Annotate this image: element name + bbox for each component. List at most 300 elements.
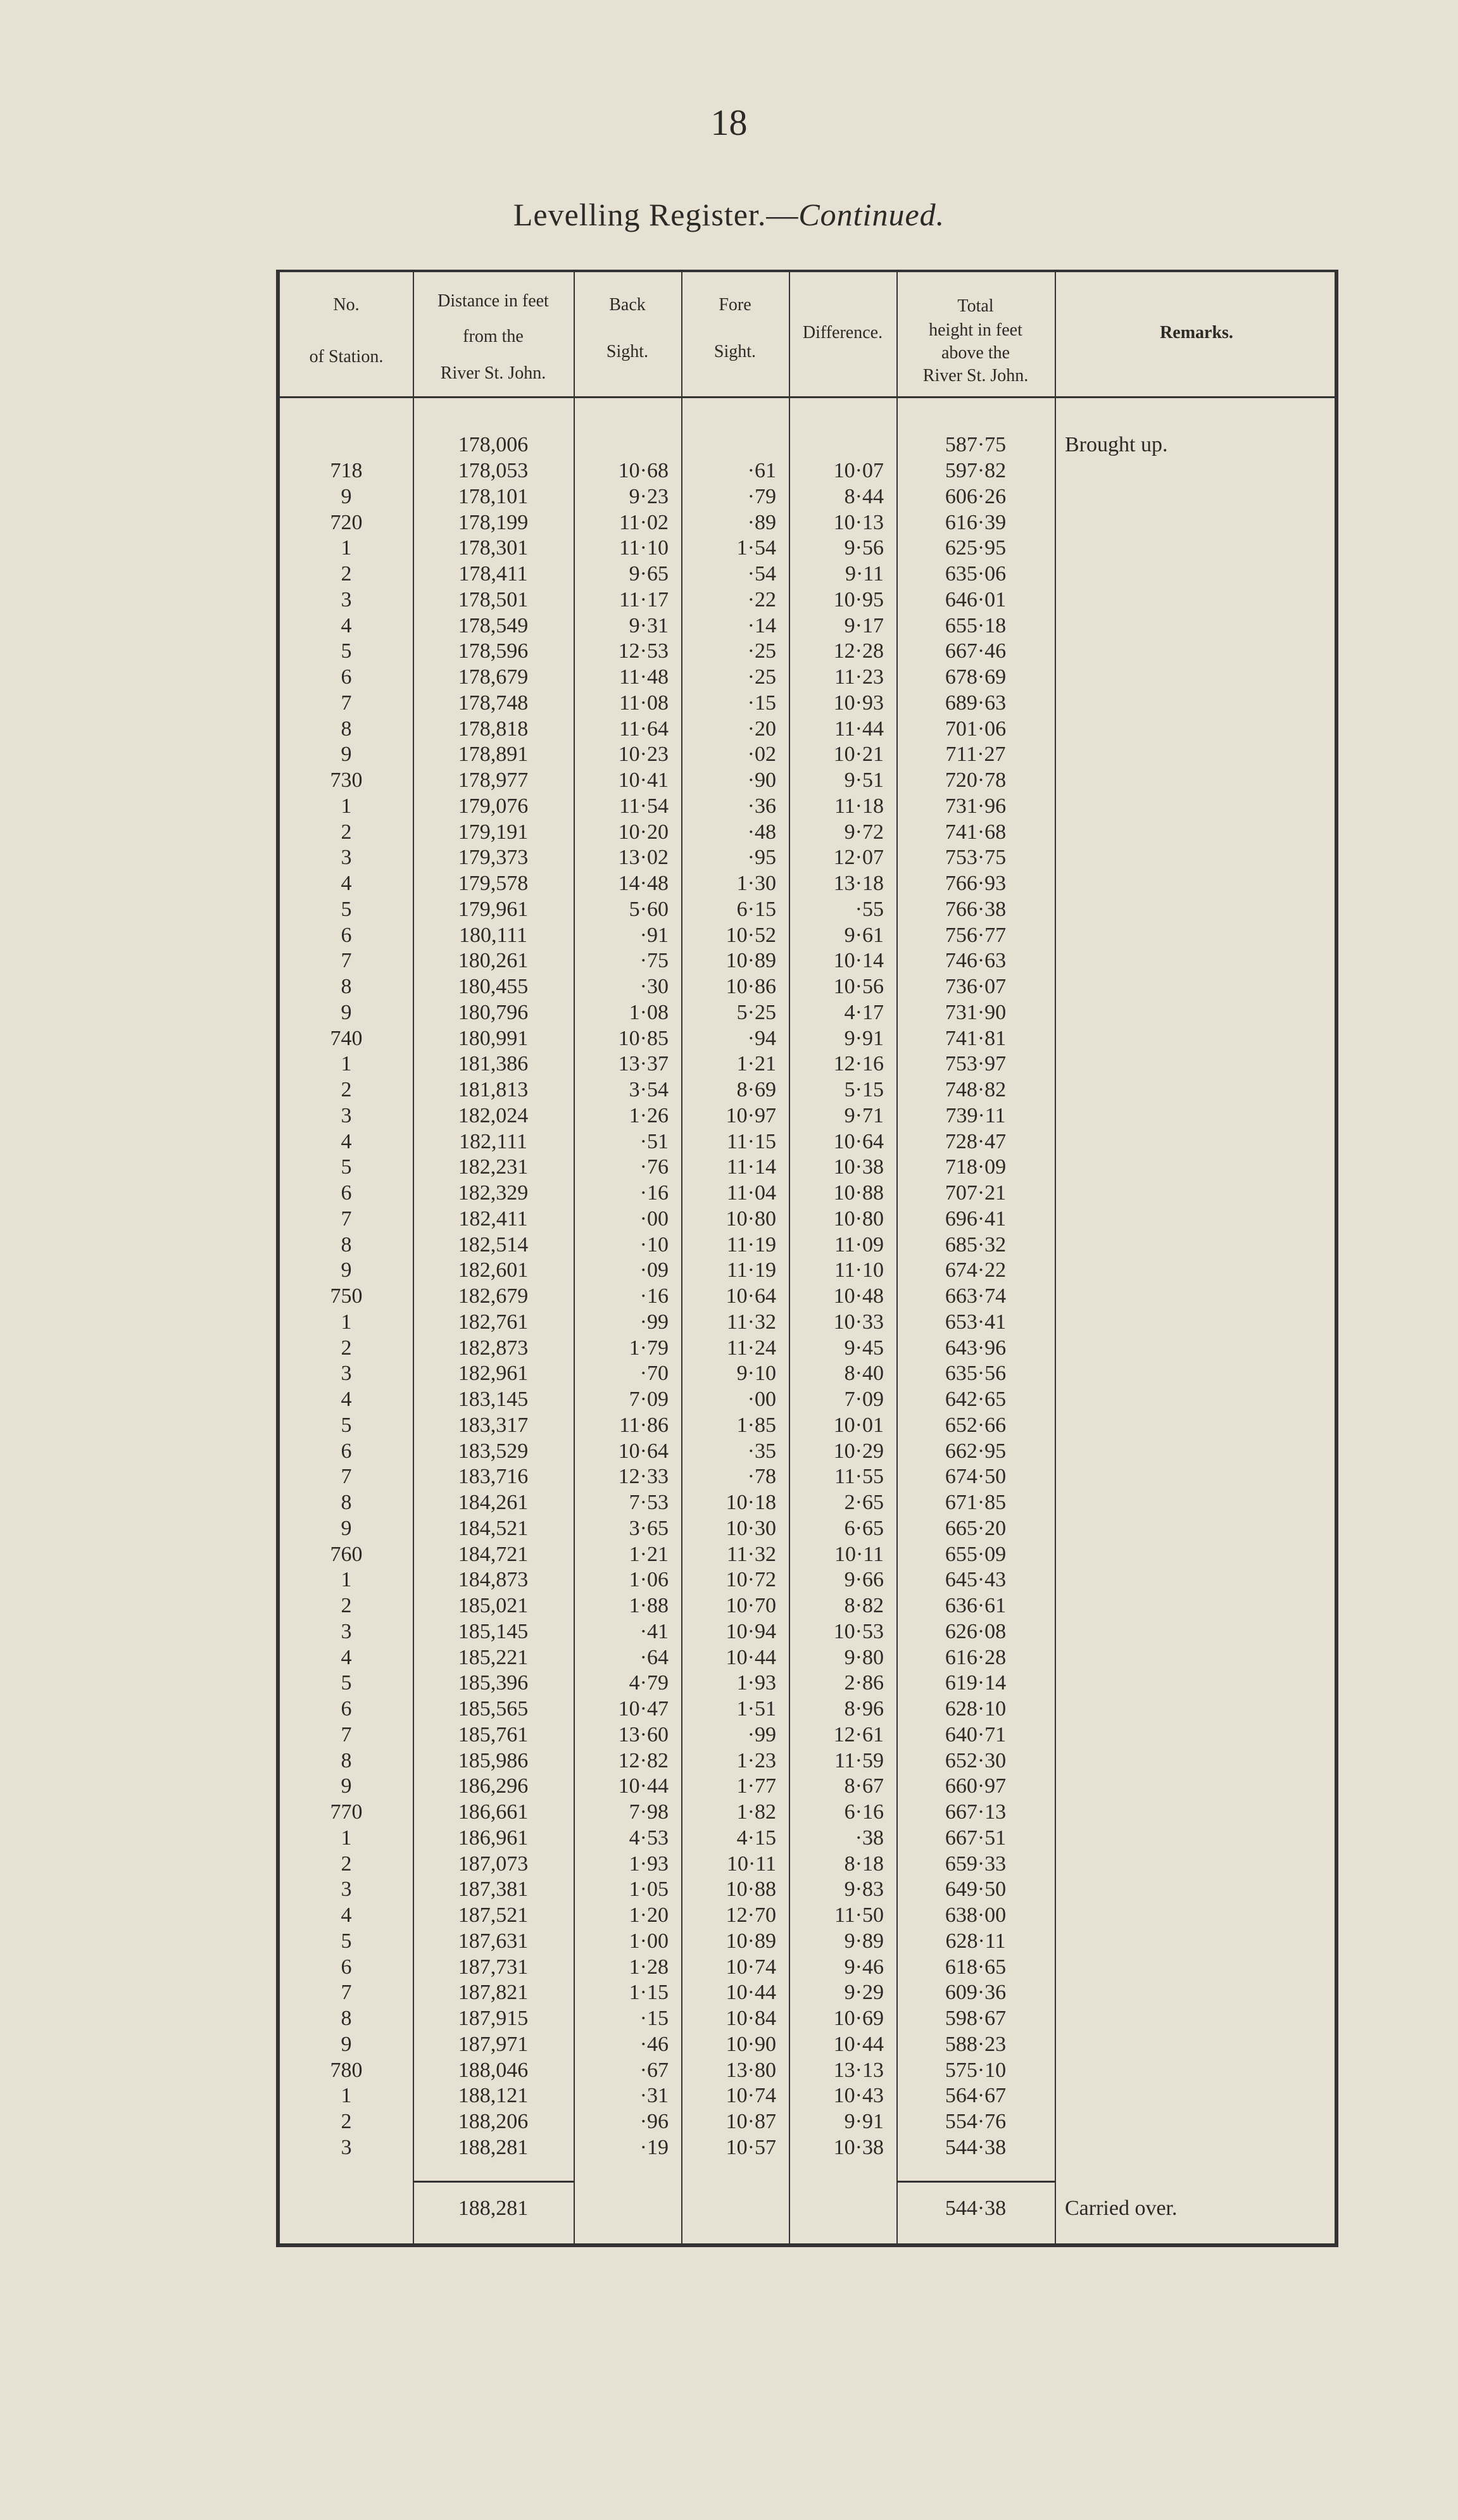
station-number: 3	[341, 1103, 352, 1127]
distance-cell: 184,873	[458, 1568, 529, 1592]
station-number: 5	[341, 1929, 352, 1953]
distance-cell: 183,529	[458, 1439, 529, 1463]
difference-cell-value: 11·18	[834, 794, 884, 818]
back-sight-cell-value: ·16	[639, 1181, 669, 1205]
table-row	[280, 1257, 1335, 1283]
difference-cell-value: 10·38	[833, 1155, 884, 1179]
total-height-cell: 588·23	[945, 2032, 1007, 2056]
header-total-line1: Total	[957, 296, 994, 316]
fore-sight-cell	[681, 1335, 789, 1361]
table-row	[280, 767, 1335, 793]
back-sight-cell-value: 14·48	[618, 872, 669, 895]
table-row	[280, 1902, 1335, 1928]
station-number: 3	[341, 1362, 352, 1386]
header-distance-line3: River St. John.	[440, 363, 546, 383]
distance-cell: 182,231	[458, 1155, 529, 1179]
fore-sight-cell	[681, 1954, 789, 1980]
back-sight-cell-value: 11·48	[619, 665, 669, 689]
fore-sight-cell	[681, 1051, 789, 1077]
total-height-cell: 674·50	[945, 1465, 1007, 1489]
difference-cell	[789, 1283, 896, 1309]
fore-sight-cell	[681, 741, 789, 767]
distance-cell: 187,521	[458, 1903, 529, 1927]
fore-sight-cell-value: 1·30	[736, 872, 776, 895]
back-sight-cell	[574, 638, 681, 664]
difference-cell-value: 9·29	[844, 1981, 884, 2005]
station-number: 5	[341, 1155, 352, 1179]
back-sight-cell	[574, 690, 681, 716]
fore-sight-cell-value: 10·44	[726, 1645, 776, 1669]
back-sight-cell	[574, 1386, 681, 1412]
station-number: 1	[341, 1310, 352, 1334]
fore-sight-cell-value: ·25	[747, 639, 776, 663]
table-row	[280, 1645, 1335, 1671]
header-remarks-line1: Remarks.	[1160, 323, 1233, 342]
total-height-cell: 753·97	[945, 1052, 1007, 1076]
difference-cell-value: ·38	[855, 1826, 884, 1850]
fore-sight-cell-value: ·89	[747, 510, 776, 534]
total-height-cell: 618·65	[945, 1955, 1007, 1979]
back-sight-cell-value: 1·06	[629, 1568, 669, 1592]
distance-cell: 185,021	[458, 1594, 529, 1617]
fore-sight-cell	[681, 1928, 789, 1954]
total-height-cell: 628·10	[945, 1697, 1007, 1721]
distance-cell: 178,501	[458, 587, 529, 611]
fore-sight-cell	[681, 1722, 789, 1748]
fore-sight-cell	[681, 1876, 789, 1902]
difference-cell	[789, 1696, 896, 1722]
difference-cell	[789, 896, 896, 922]
station-number: 9	[341, 484, 352, 508]
difference-cell-value: 10·07	[833, 459, 884, 482]
table-row	[280, 1438, 1335, 1464]
fore-sight-cell	[681, 1000, 789, 1025]
back-sight-cell	[574, 1335, 681, 1361]
table-row	[280, 1464, 1335, 1489]
header-difference-line1: Difference.	[802, 323, 883, 342]
difference-cell-value: 11·44	[834, 717, 884, 741]
difference-cell	[789, 535, 896, 561]
difference-cell	[789, 2134, 896, 2160]
fore-sight-cell-value: 10·30	[726, 1516, 776, 1540]
distance-cell: 179,076	[458, 794, 529, 818]
back-sight-cell	[574, 458, 681, 484]
back-sight-cell-value: 3·54	[629, 1078, 669, 1101]
fore-sight-cell	[681, 2031, 789, 2057]
table-row	[280, 1206, 1335, 1232]
station-number: 8	[341, 717, 352, 741]
difference-cell-value: 9·56	[844, 536, 884, 560]
header-difference	[789, 272, 896, 399]
total-height-cell: 653·41	[945, 1310, 1007, 1334]
back-sight-cell-value: 7·53	[629, 1491, 669, 1514]
back-sight-cell-value: 1·88	[629, 1594, 669, 1617]
station-number: 720	[330, 510, 363, 534]
fore-sight-cell-value: 11·24	[726, 1336, 776, 1360]
difference-cell	[789, 2083, 896, 2109]
fore-sight-cell	[681, 2083, 789, 2109]
station-number: 5	[341, 897, 352, 921]
difference-cell-value: 10·53	[833, 1619, 884, 1643]
back-sight-cell	[574, 922, 681, 948]
total-rule	[413, 2181, 574, 2183]
difference-cell	[789, 690, 896, 716]
table-row	[280, 638, 1335, 664]
distance-cell: 178,411	[458, 562, 528, 586]
difference-cell-value: 9·51	[844, 768, 884, 792]
total-height-cell: 638·00	[945, 1903, 1007, 1927]
back-sight-cell	[574, 1979, 681, 2005]
difference-cell	[789, 1257, 896, 1283]
total-height-cell: 564·67	[945, 2084, 1007, 2108]
back-sight-cell	[574, 2057, 681, 2083]
difference-cell	[789, 1489, 896, 1515]
total-height-cell: 739·11	[945, 1103, 1006, 1127]
fore-sight-cell	[681, 613, 789, 639]
back-sight-cell-value: 10·47	[618, 1697, 669, 1721]
fore-sight-cell	[681, 1025, 789, 1051]
back-sight-cell-value: 1·08	[629, 1000, 669, 1024]
fore-sight-cell-value: 10·11	[726, 1852, 776, 1876]
header-fore-line1: Fore	[719, 295, 751, 315]
back-sight-cell-value: ·19	[639, 2135, 669, 2159]
station-number: 2	[341, 1336, 352, 1360]
total-height-cell: 685·32	[945, 1232, 1007, 1257]
back-sight-cell-value: 10·23	[618, 743, 669, 767]
fore-sight-cell-value: ·02	[747, 743, 776, 767]
back-sight-cell	[574, 1232, 681, 1258]
total-height-cell: 659·33	[945, 1852, 1007, 1876]
fore-sight-cell	[681, 510, 789, 536]
difference-cell-value: 10·33	[833, 1310, 884, 1334]
fore-sight-cell-value: 5·25	[736, 1000, 776, 1024]
fore-sight-cell	[681, 1979, 789, 2005]
title-continued: Continued.	[798, 197, 945, 232]
station-number: 2	[341, 1078, 352, 1101]
table-row	[280, 1670, 1335, 1696]
back-sight-cell	[574, 1645, 681, 1671]
station-number: 2	[341, 1594, 352, 1617]
back-sight-cell	[574, 1748, 681, 1774]
fore-sight-cell	[681, 1825, 789, 1851]
difference-cell	[789, 1412, 896, 1438]
difference-cell	[789, 1077, 896, 1103]
fore-sight-cell-value: ·20	[747, 717, 776, 741]
header-station-line1: No.	[333, 295, 360, 315]
back-sight-cell	[574, 1928, 681, 1954]
difference-cell-value: 9·72	[844, 820, 884, 844]
table-row	[280, 2057, 1335, 2083]
back-sight-cell-value: 11·10	[619, 536, 669, 560]
difference-cell	[789, 1619, 896, 1645]
fore-sight-cell	[681, 1464, 789, 1489]
back-sight-cell-value: ·30	[639, 975, 669, 998]
back-sight-cell	[574, 1593, 681, 1619]
back-sight-cell-value: 11·08	[619, 691, 669, 715]
back-sight-cell	[574, 1180, 681, 1206]
difference-cell	[789, 870, 896, 896]
header-remarks	[1055, 272, 1338, 399]
difference-cell	[789, 1825, 896, 1851]
table-row	[280, 1773, 1335, 1799]
station-number: 730	[330, 768, 363, 792]
distance-cell: 185,986	[458, 1748, 529, 1772]
total-height-cell: 667·46	[945, 639, 1007, 663]
difference-cell-value: 12·28	[833, 639, 884, 663]
table-row	[280, 2031, 1335, 2057]
total-height-cell: 665·20	[945, 1516, 1007, 1540]
total-height-cell: 731·90	[945, 1000, 1007, 1024]
back-sight-cell	[574, 767, 681, 793]
fore-sight-cell	[681, 1851, 789, 1877]
fore-sight-cell-value: 10·64	[726, 1284, 776, 1308]
table-row	[280, 1077, 1335, 1103]
distance-cell: 182,961	[458, 1362, 529, 1386]
difference-cell-value: 9·89	[844, 1929, 884, 1953]
fore-sight-cell-value: 1·21	[736, 1052, 776, 1076]
difference-cell	[789, 1360, 896, 1386]
station-number: 760	[330, 1542, 363, 1566]
back-sight-cell	[574, 613, 681, 639]
table-row	[280, 1489, 1335, 1515]
total-height-cell: 696·41	[945, 1207, 1007, 1231]
station-number: 9	[341, 743, 352, 767]
difference-cell-value: 8·18	[844, 1852, 884, 1876]
fore-sight-cell-value: 10·70	[726, 1594, 776, 1617]
total-height-cell: 667·51	[945, 1826, 1007, 1850]
fore-sight-cell-value: ·48	[747, 820, 776, 844]
carried-over-distance: 188,281	[458, 2197, 529, 2220]
back-sight-cell	[574, 1954, 681, 1980]
station-number: 1	[341, 2084, 352, 2108]
total-height-cell: 575·10	[945, 2058, 1007, 2082]
difference-cell	[789, 1464, 896, 1489]
station-number: 5	[341, 639, 352, 663]
distance-cell: 180,991	[458, 1026, 529, 1050]
distance-cell: 180,261	[458, 949, 529, 973]
back-sight-cell	[574, 1825, 681, 1851]
station-number: 4	[341, 872, 352, 895]
total-height-cell: 736·07	[945, 975, 1007, 998]
back-sight-cell	[574, 1464, 681, 1489]
distance-cell: 180,455	[458, 975, 529, 998]
difference-cell	[789, 561, 896, 587]
back-sight-cell	[574, 1025, 681, 1051]
difference-cell-value: 6·65	[844, 1516, 884, 1540]
station-number: 8	[341, 1748, 352, 1772]
distance-cell: 179,191	[458, 820, 529, 844]
difference-cell-value: 10·29	[833, 1439, 884, 1463]
distance-cell: 187,073	[458, 1852, 529, 1876]
difference-cell-value: 10·13	[833, 510, 884, 534]
header-fore-line2: Sight.	[713, 342, 757, 361]
difference-cell-value: 10·14	[833, 949, 884, 973]
back-sight-cell-value: 1·05	[629, 1877, 669, 1902]
back-sight-cell	[574, 819, 681, 845]
distance-cell: 182,111	[459, 1129, 527, 1153]
fore-sight-cell	[681, 767, 789, 793]
back-sight-cell-value: 11·86	[619, 1413, 669, 1437]
fore-sight-cell-value: 10·87	[726, 2110, 776, 2133]
fore-sight-cell	[681, 1541, 789, 1567]
fore-sight-cell	[681, 896, 789, 922]
table-row	[280, 741, 1335, 767]
back-sight-cell-value: 5·60	[629, 897, 669, 921]
back-sight-cell	[574, 1051, 681, 1077]
back-sight-cell-value: 10·44	[618, 1774, 669, 1798]
difference-cell	[789, 510, 896, 536]
station-number: 1	[341, 1826, 352, 1850]
table-row	[280, 1309, 1335, 1335]
distance-cell: 178,818	[458, 717, 529, 741]
distance-cell: 185,145	[458, 1619, 529, 1643]
station-number: 9	[341, 1516, 352, 1540]
fore-sight-cell	[681, 1180, 789, 1206]
fore-sight-cell-value: ·54	[747, 562, 776, 586]
table-row	[280, 690, 1335, 716]
total-height-cell: 660·97	[945, 1774, 1007, 1798]
fore-sight-cell	[681, 1386, 789, 1412]
difference-cell	[789, 664, 896, 690]
fore-sight-cell	[681, 1438, 789, 1464]
total-height-cell: 689·63	[945, 691, 1007, 715]
fore-sight-cell-value: ·94	[747, 1026, 776, 1050]
distance-cell: 178,101	[458, 484, 529, 508]
station-number: 4	[341, 1645, 352, 1669]
difference-cell-value: 10·56	[833, 975, 884, 998]
fore-sight-cell	[681, 1799, 789, 1825]
difference-cell	[789, 587, 896, 613]
total-height-cell: 728·47	[945, 1129, 1007, 1153]
page-number: 18	[710, 102, 748, 143]
back-sight-cell	[574, 2134, 681, 2160]
header-distance	[413, 272, 574, 399]
table-row	[280, 587, 1335, 613]
table-row	[280, 1851, 1335, 1877]
difference-cell	[789, 1515, 896, 1541]
difference-cell-value: ·55	[855, 897, 884, 921]
distance-cell: 182,873	[458, 1336, 529, 1360]
station-number: 1	[341, 536, 352, 560]
station-number: 6	[341, 923, 352, 947]
total-height-cell: 645·43	[945, 1568, 1007, 1592]
distance-cell: 187,971	[458, 2032, 529, 2056]
back-sight-cell-value: ·15	[639, 2007, 669, 2030]
difference-cell-value: 10·69	[833, 2007, 884, 2030]
back-sight-cell	[574, 870, 681, 896]
fore-sight-cell	[681, 716, 789, 742]
difference-cell	[789, 1309, 896, 1335]
difference-cell	[789, 1103, 896, 1129]
fore-sight-cell	[681, 1412, 789, 1438]
fore-sight-cell	[681, 587, 789, 613]
difference-cell-value: 9·11	[845, 562, 884, 586]
difference-cell	[789, 1154, 896, 1180]
total-height-cell: 711·27	[945, 743, 1006, 767]
back-sight-cell	[574, 1515, 681, 1541]
difference-cell	[789, 2057, 896, 2083]
fore-sight-cell	[681, 1645, 789, 1671]
difference-cell	[789, 613, 896, 639]
station-number: 5	[341, 1671, 352, 1695]
fore-sight-cell	[681, 1283, 789, 1309]
back-sight-cell-value: 11·17	[619, 587, 669, 611]
fore-sight-cell-value: 10·74	[726, 1955, 776, 1979]
table-row	[280, 1232, 1335, 1258]
total-height-cell: 655·18	[945, 613, 1007, 637]
back-sight-cell-value: 4·79	[629, 1671, 669, 1695]
difference-cell	[789, 1541, 896, 1567]
fore-sight-cell	[681, 1515, 789, 1541]
back-sight-cell	[574, 1902, 681, 1928]
back-sight-cell	[574, 1412, 681, 1438]
station-number: 3	[341, 846, 352, 870]
fore-sight-cell	[681, 561, 789, 587]
distance-cell: 186,296	[458, 1774, 529, 1798]
back-sight-cell-value: 10·64	[618, 1439, 669, 1463]
station-number: 8	[341, 975, 352, 998]
back-sight-cell-value: ·91	[639, 923, 669, 947]
table-row	[280, 1722, 1335, 1748]
difference-cell-value: 10·44	[833, 2032, 884, 2056]
fore-sight-cell	[681, 2057, 789, 2083]
difference-cell-value: 10·43	[833, 2084, 884, 2108]
table-row	[280, 896, 1335, 922]
fore-sight-cell-value: ·22	[747, 587, 776, 611]
table-row	[280, 1180, 1335, 1206]
fore-sight-cell-value: ·90	[747, 768, 776, 792]
difference-cell	[789, 1902, 896, 1928]
table-row	[280, 1619, 1335, 1645]
header-total-height	[896, 272, 1055, 399]
table-row	[280, 1979, 1335, 2005]
difference-cell-value: 10·21	[833, 743, 884, 767]
fore-sight-cell	[681, 1489, 789, 1515]
back-sight-cell-value: 9·23	[629, 484, 669, 508]
total-height-cell: 635·56	[945, 1362, 1007, 1386]
table-row	[280, 1129, 1335, 1155]
back-sight-cell-value: 11·02	[619, 510, 669, 534]
back-sight-cell	[574, 561, 681, 587]
table-row	[280, 613, 1335, 639]
total-height-cell: 606·26	[945, 484, 1007, 508]
difference-cell	[789, 1954, 896, 1980]
distance-cell: 182,679	[458, 1284, 529, 1308]
difference-cell-value: 10·93	[833, 691, 884, 715]
total-height-cell: 741·68	[945, 820, 1007, 844]
distance-cell: 179,961	[458, 897, 529, 921]
distance-cell: 183,716	[458, 1465, 529, 1489]
station-number: 7	[341, 1722, 352, 1746]
brought-up-total: 587·75	[945, 433, 1007, 456]
header-back-line2: Sight.	[606, 342, 649, 361]
table-row	[280, 1412, 1335, 1438]
table-row	[280, 1954, 1335, 1980]
fore-sight-cell	[681, 1257, 789, 1283]
table-row	[280, 1103, 1335, 1129]
back-sight-cell-value: ·31	[639, 2084, 669, 2108]
fore-sight-cell	[681, 844, 789, 870]
brought-up-remark: Brought up.	[1065, 433, 1168, 456]
back-sight-cell	[574, 1360, 681, 1386]
total-height-cell: 718·09	[945, 1155, 1007, 1179]
table-row	[280, 1335, 1335, 1361]
difference-cell-value: 9·80	[844, 1645, 884, 1669]
distance-cell: 181,813	[458, 1078, 529, 1101]
back-sight-cell-value: 13·02	[618, 846, 669, 870]
station-number: 7	[341, 1981, 352, 2005]
distance-cell: 185,761	[458, 1722, 529, 1746]
